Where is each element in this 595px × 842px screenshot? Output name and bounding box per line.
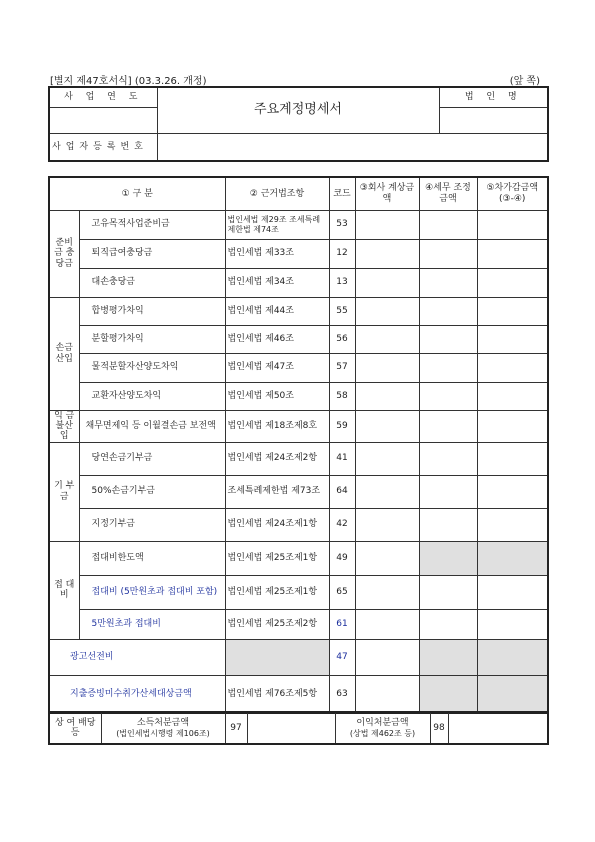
shaded-cell [225,639,329,675]
amount-cell[interactable] [477,268,548,297]
row-code: 59 [329,410,355,442]
income-amount-field[interactable] [247,712,335,744]
row-basis: 법인세법 제25조제2항 [225,609,329,639]
header-table [48,86,549,162]
amount-cell[interactable] [355,575,419,609]
row-name: 고유목적사업준비금 [79,210,225,239]
amount-cell[interactable] [419,382,477,410]
amount-cell[interactable] [355,639,419,675]
business-year-field[interactable] [49,107,157,133]
reg-no-field[interactable] [157,133,548,161]
row-name: 채무면제익 등 이월결손금 보전액 [79,410,225,442]
amount-cell[interactable] [419,210,477,239]
group-donation: 기 부 금 [49,442,79,541]
row-code: 56 [329,325,355,353]
amount-cell[interactable] [355,382,419,410]
row-name: 접대비 (5만원초과 접대비 포함) [79,575,225,609]
amount-cell[interactable] [477,609,548,639]
profit-disposal-label [335,712,430,744]
shaded-cell [419,541,477,575]
amount-cell[interactable] [419,325,477,353]
income-code: 97 [225,712,247,744]
dividend-label: 상 여 배당등 [49,712,101,744]
row-code: 53 [329,210,355,239]
income-disposal-title: 소득처분금액 [136,718,190,729]
row-code: 12 [329,239,355,268]
amount-cell[interactable] [419,575,477,609]
row-code: 41 [329,442,355,475]
col-category: ① 구 분 [49,177,225,210]
profit-amount-field[interactable] [448,712,548,744]
row-code: 65 [329,575,355,609]
amount-cell[interactable] [355,508,419,541]
page-side: (앞 쪽) [509,76,540,87]
row-code: 49 [329,541,355,575]
row-basis: 법인세법 제18조제8호 [225,410,329,442]
col-tax-adjusted: ④세무 조정금액 [419,177,477,210]
page-title: 주요계정명세서 [157,87,439,133]
amount-cell[interactable] [355,297,419,325]
shaded-cell [419,639,477,675]
corp-name-field[interactable] [439,107,548,133]
row-name: 퇴직급여충당금 [79,239,225,268]
amount-cell[interactable] [477,508,548,541]
row-name: 당연손금기부금 [79,442,225,475]
group-reserve: 준비금 충당금 [49,210,79,297]
amount-cell[interactable] [355,675,419,713]
group-loss-inclusion: 손금 산입 [49,297,79,410]
amount-cell[interactable] [477,297,548,325]
row-basis: 법인세법 제76조제5항 [225,675,329,713]
amount-cell[interactable] [355,475,419,508]
amount-cell[interactable] [477,210,548,239]
disposal-table [48,711,549,745]
amount-cell[interactable] [477,442,548,475]
income-disposal-basis: (법인세법시행령 제106조) [116,728,210,738]
corp-name-label: 법 인 명 [439,87,548,107]
row-basis: 조세특례제한법 제73조 [225,475,329,508]
amount-cell[interactable] [419,508,477,541]
row-name: 5만원초과 접대비 [79,609,225,639]
row-basis: 법인세법 제46조 [225,325,329,353]
business-year-label: 사 업 연 도 [49,87,157,107]
amount-cell[interactable] [355,268,419,297]
shaded-cell [477,639,548,675]
amount-cell[interactable] [477,239,548,268]
row-name: 합병평가차익 [79,297,225,325]
row-code: 63 [329,675,355,713]
shaded-cell [419,675,477,713]
col-code: 코드 [329,177,355,210]
row-name: 지정기부금 [79,508,225,541]
amount-cell[interactable] [419,353,477,382]
income-disposal-label [101,712,225,744]
amount-cell[interactable] [355,353,419,382]
row-code: 55 [329,297,355,325]
group-non-taxable: 익 금 불산입 [49,410,79,442]
row-basis: 법인세법 제50조 [225,382,329,410]
amount-cell[interactable] [355,541,419,575]
amount-cell[interactable] [419,475,477,508]
row-code: 13 [329,268,355,297]
row-code: 64 [329,475,355,508]
row-name: 지출증빙미수취가산세대상금액 [49,675,225,713]
amount-cell[interactable] [477,382,548,410]
row-basis: 법인세법 제24조제1항 [225,508,329,541]
amount-cell[interactable] [477,575,548,609]
amount-cell[interactable] [477,410,548,442]
shaded-cell [477,675,548,713]
amount-cell[interactable] [477,353,548,382]
row-basis: 법인세법 제25조제1항 [225,575,329,609]
row-name: 50%손금기부금 [79,475,225,508]
amount-cell[interactable] [419,239,477,268]
col-company-amount: ③회사 계상금액 [355,177,419,210]
row-basis: 법인세법 제24조제2항 [225,442,329,475]
row-name: 교환자산양도차익 [79,382,225,410]
amount-cell[interactable] [419,442,477,475]
amount-cell[interactable] [419,410,477,442]
row-code: 42 [329,508,355,541]
amount-cell[interactable] [419,268,477,297]
reg-no-label: 사업자등록번호 [49,133,157,161]
amount-cell[interactable] [419,297,477,325]
amount-cell[interactable] [355,442,419,475]
row-code: 61 [329,609,355,639]
row-basis: 법인세법 제47조 [225,353,329,382]
col-legal-basis: ② 근거법조항 [225,177,329,210]
row-name: 접대비한도액 [79,541,225,575]
shaded-cell [477,541,548,575]
row-code: 57 [329,353,355,382]
row-name: 물적분할자산양도차익 [79,353,225,382]
accounts-table [48,176,549,714]
profit-code: 98 [430,712,448,744]
amount-cell[interactable] [355,325,419,353]
row-name: 분할평가차익 [79,325,225,353]
amount-cell[interactable] [355,609,419,639]
col-difference: ⑤차가감금액 (③-④) [477,177,548,210]
row-name: 광고선전비 [49,639,225,675]
amount-cell[interactable] [355,410,419,442]
row-basis: 법인세법 제44조 [225,297,329,325]
profit-disposal-basis: (상법 제462조 등) [349,728,416,738]
amount-cell[interactable] [355,210,419,239]
amount-cell[interactable] [355,239,419,268]
row-name: 대손충당금 [79,268,225,297]
profit-disposal-title: 이익처분금액 [356,718,409,729]
row-basis: 법인세법 제34조 [225,268,329,297]
row-basis: 법인세법 제25조제1항 [225,541,329,575]
form-number: [별지 제47호서식] (03.3.26. 개정) [50,76,207,87]
group-entertainment: 접 대 비 [49,541,79,639]
amount-cell[interactable] [477,475,548,508]
row-code: 58 [329,382,355,410]
row-basis: 법인세법 제33조 [225,239,329,268]
row-code: 47 [329,639,355,675]
amount-cell[interactable] [419,609,477,639]
amount-cell[interactable] [477,325,548,353]
row-basis: 법인세법 제29조 조세특례제한법 제74조 [225,210,329,239]
